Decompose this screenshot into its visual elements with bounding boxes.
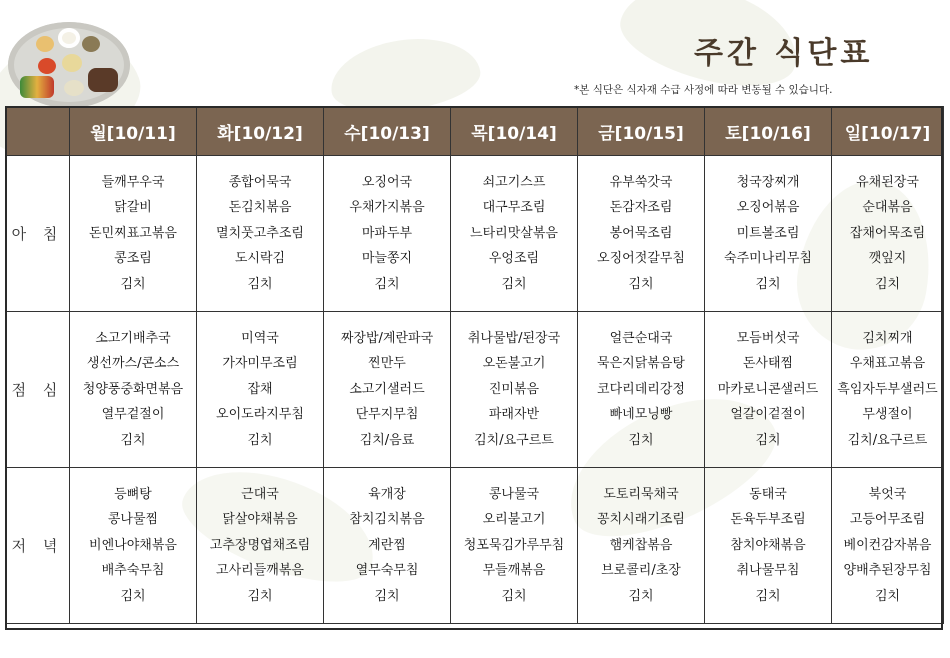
menu-cell-lunch-tue [197, 312, 324, 468]
day-header-thu: 목[10/14] [451, 107, 578, 156]
menu-item: 가자미무조림 [222, 356, 298, 372]
menu-cell-breakfast-tue [197, 156, 324, 312]
menu-item: 양배추된장무침 [843, 563, 932, 579]
menu-item: 김치 [874, 588, 901, 604]
menu-cell-dinner-sat [705, 468, 832, 624]
menu-item: 오돈불고기 [482, 356, 546, 372]
menu-item: 김치/요구르트 [474, 432, 554, 448]
menu-item: 김치 [247, 432, 273, 448]
menu-item: 느타리맛살볶음 [470, 225, 558, 241]
menu-item: 근대국 [241, 486, 279, 502]
menu-item: 무생절이 [862, 407, 913, 423]
menu-item: 김치 [120, 432, 146, 448]
menu-cell-dinner-tue [197, 468, 324, 624]
menu-cell-breakfast-mon [70, 156, 197, 312]
menu-item: 대구무조림 [482, 200, 546, 216]
menu-item: 북엇국 [868, 486, 907, 502]
menu-item: 배추숙무침 [101, 563, 165, 579]
menu-item: 콩나물찜 [107, 512, 159, 528]
menu-item: 진미볶음 [488, 381, 540, 397]
menu-item: 열무숙무침 [355, 563, 419, 579]
menu-item: 오징어젓갈무침 [597, 251, 685, 267]
menu-item: 김치 [247, 276, 273, 292]
menu-item: 찐만두 [368, 356, 406, 372]
menu-cell-breakfast-sun [832, 156, 944, 312]
menu-cell-dinner-sun [832, 468, 944, 624]
menu-item: 단무지무침 [355, 407, 419, 423]
menu-item: 김치찌개 [862, 330, 913, 346]
menu-item: 잡채 [247, 381, 273, 397]
menu-item: 김치 [120, 276, 146, 292]
menu-item: 깻잎지 [868, 251, 907, 267]
day-header-sat: 토[10/16] [705, 107, 832, 156]
meal-label-lunch: 점 심 [6, 312, 70, 468]
menu-item: 돈김치볶음 [228, 200, 292, 216]
menu-item: 김치/요구르트 [847, 432, 928, 448]
day-header-wed: 수[10/13] [324, 107, 451, 156]
korean-food-plate-icon [8, 22, 130, 108]
menu-item: 취나물무침 [736, 563, 800, 579]
menu-item: 돈사태찜 [742, 356, 794, 372]
menu-item: 고추장명엽채조림 [209, 537, 311, 553]
menu-cell-dinner-fri [578, 468, 705, 624]
menu-item: 콩나물국 [488, 486, 540, 502]
menu-item: 비엔나야채볶음 [89, 537, 177, 553]
menu-item: 고사리들깨볶음 [216, 563, 304, 579]
menu-cell-dinner-thu [451, 468, 578, 624]
menu-item: 코다리데리강정 [597, 381, 685, 397]
menu-item: 참치김치볶음 [349, 512, 425, 528]
meal-label-breakfast: 아 침 [6, 156, 70, 312]
menu-item: 소고기배추국 [95, 330, 171, 346]
menu-item: 김치 [501, 276, 527, 292]
menu-item: 햄케찹볶음 [609, 537, 673, 553]
menu-cell-lunch-fri [578, 312, 705, 468]
menu-cell-dinner-wed [324, 468, 451, 624]
menu-item: 잡채어묵조림 [849, 225, 926, 241]
meal-row-dinner [6, 468, 944, 624]
menu-item: 마카로니콘샐러드 [717, 381, 819, 397]
menu-item: 파래자반 [488, 407, 540, 423]
weekly-menu-table [5, 106, 944, 624]
menu-item: 김치 [374, 588, 400, 604]
menu-item: 김치 [628, 432, 654, 448]
menu-item: 오이도라지무침 [216, 407, 304, 423]
menu-item: 오리불고기 [482, 512, 546, 528]
menu-item: 소고기샐러드 [349, 381, 425, 397]
menu-item: 김치 [374, 276, 400, 292]
menu-item: 빠네모닝빵 [609, 407, 673, 423]
menu-item: 열무겉절이 [101, 407, 165, 423]
menu-cell-lunch-thu [451, 312, 578, 468]
menu-item: 얼갈이겉절이 [730, 407, 806, 423]
menu-item: 돈육두부조림 [730, 512, 806, 528]
menu-item: 동태국 [749, 486, 787, 502]
menu-item: 마늘쫑지 [361, 251, 413, 267]
menu-item: 미트볼조림 [736, 225, 800, 241]
menu-item: 마파두부 [361, 225, 413, 241]
menu-item: 우채표고볶음 [849, 356, 926, 372]
meal-row-breakfast [6, 156, 944, 312]
menu-item: 멸치풋고추조림 [216, 225, 304, 241]
menu-item: 청국장찌개 [736, 174, 800, 190]
menu-item: 김치 [755, 276, 781, 292]
corner-cell [6, 107, 70, 156]
menu-item: 얼큰순대국 [609, 330, 673, 346]
menu-item: 김치 [247, 588, 273, 604]
menu-item: 도시락김 [234, 251, 286, 267]
menu-item: 유부쑥갓국 [609, 174, 673, 190]
menu-cell-breakfast-sat [705, 156, 832, 312]
menu-item: 브로콜리/초장 [601, 563, 681, 579]
menu-item: 베이컨감자볶음 [843, 537, 932, 553]
menu-item: 숙주미나리무침 [724, 251, 812, 267]
menu-item: 김치 [628, 276, 654, 292]
menu-item: 돈감자조림 [609, 200, 673, 216]
menu-cell-lunch-mon [70, 312, 197, 468]
menu-item: 미역국 [241, 330, 279, 346]
menu-cell-dinner-mon [70, 468, 197, 624]
menu-item: 모듬버섯국 [736, 330, 800, 346]
menu-item: 계란찜 [368, 537, 406, 553]
menu-item: 쇠고기스프 [482, 174, 546, 190]
menu-item: 오징어볶음 [736, 200, 800, 216]
menu-item: 우채가지볶음 [349, 200, 425, 216]
menu-cell-breakfast-thu [451, 156, 578, 312]
meal-label-dinner: 저 녁 [6, 468, 70, 624]
menu-cell-lunch-sun [832, 312, 944, 468]
menu-item: 도토리묵채국 [603, 486, 679, 502]
menu-item: 청포묵김가루무침 [463, 537, 565, 553]
day-header-row [6, 107, 944, 156]
menu-item: 유채된장국 [856, 174, 919, 190]
menu-item: 무들깨볶음 [482, 563, 546, 579]
day-header-mon: 월[10/11] [70, 107, 197, 156]
menu-item: 오징어국 [361, 174, 413, 190]
menu-item: 들깨무우국 [101, 174, 165, 190]
menu-item: 김치 [501, 588, 527, 604]
page-title: 주간 식단표 [694, 36, 874, 71]
menu-cell-breakfast-fri [578, 156, 705, 312]
menu-change-notice: *본 식단은 식자재 수급 사정에 따라 변동될 수 있습니다. [574, 84, 833, 96]
page-header [0, 0, 950, 105]
menu-item: 참치야채볶음 [730, 537, 806, 553]
day-header-sun: 일[10/17] [832, 107, 944, 156]
menu-item: 순대볶음 [862, 200, 913, 216]
menu-cell-lunch-wed [324, 312, 451, 468]
menu-item: 돈민찌표고볶음 [89, 225, 177, 241]
menu-item: 종합어묵국 [228, 174, 292, 190]
menu-item: 육개장 [368, 486, 406, 502]
day-header-fri: 금[10/15] [578, 107, 705, 156]
menu-item: 생선까스/콘소스 [86, 356, 180, 372]
menu-item: 취나물밥/된장국 [467, 330, 561, 346]
menu-item: 닭살야채볶음 [222, 512, 298, 528]
menu-item: 김치 [755, 588, 781, 604]
menu-item: 흑임자두부샐러드 [837, 381, 938, 397]
menu-item: 등뼈탕 [114, 486, 152, 502]
menu-item: 묵은지닭볶음탕 [597, 356, 685, 372]
menu-cell-lunch-sat [705, 312, 832, 468]
menu-item: 고등어무조림 [849, 512, 926, 528]
meal-row-lunch [6, 312, 944, 468]
menu-item: 김치/음료 [359, 432, 415, 448]
menu-cell-breakfast-wed [324, 156, 451, 312]
menu-item: 김치 [120, 588, 146, 604]
menu-item: 콩조림 [114, 251, 152, 267]
menu-item: 김치 [874, 276, 901, 292]
menu-item: 닭갈비 [114, 200, 152, 216]
menu-item: 김치 [628, 588, 654, 604]
menu-item: 꽁치시래기조림 [597, 512, 685, 528]
menu-item: 짜장밥/계란파국 [340, 330, 434, 346]
menu-item: 봉어묵조림 [609, 225, 673, 241]
menu-item: 청양풍중화면볶음 [82, 381, 184, 397]
day-header-tue: 화[10/12] [197, 107, 324, 156]
menu-item: 김치 [755, 432, 781, 448]
menu-item: 우엉조림 [488, 251, 540, 267]
